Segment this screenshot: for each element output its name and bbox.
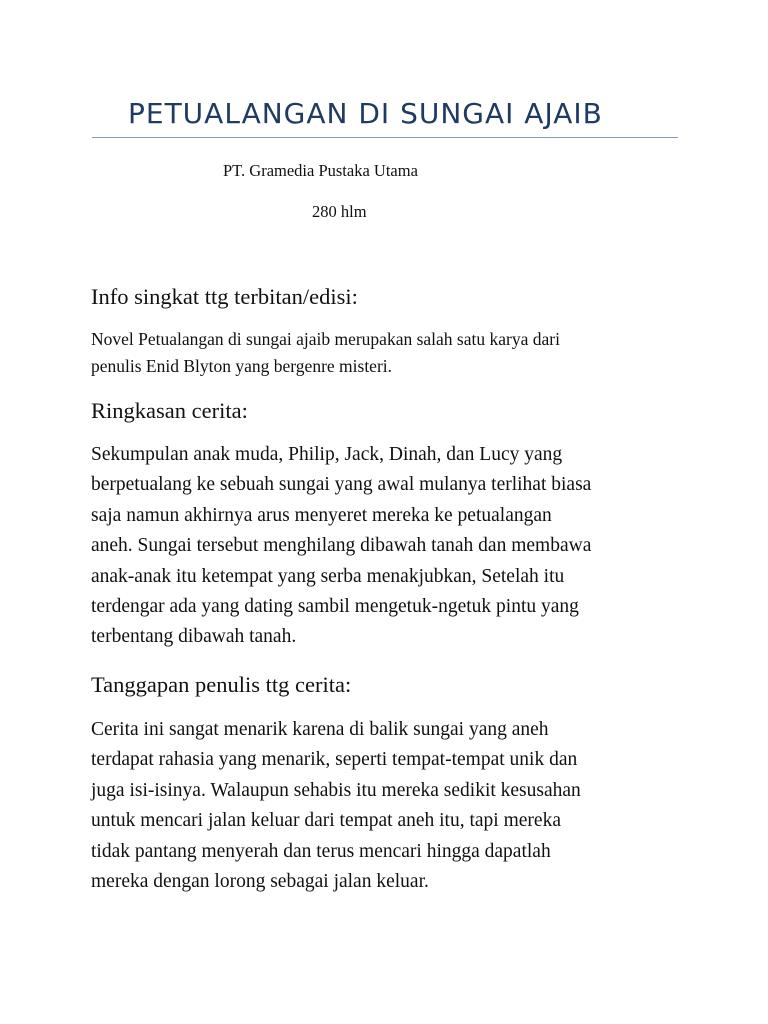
document-title: PETUALANGAN DI SUNGAI AJAIB <box>128 97 603 130</box>
paragraph-line: mereka dengan lorong sebagai jalan keluar. <box>91 871 429 893</box>
section-paragraph-summary <box>91 440 691 653</box>
paragraph-line: terdapat rahasia yang menarik, seperti tempat-tempat unik dan <box>91 749 578 771</box>
paragraph-line: untuk mencari jalan keluar dari tempat aneh itu, tapi mereka <box>91 810 561 832</box>
paragraph-line: Novel Petualangan di sungai ajaib merupakan salah satu karya dari <box>91 329 560 349</box>
paragraph-line: berpetualang ke sebuah sungai yang awal mulanya terlihat biasa <box>91 474 592 496</box>
paragraph-line: Sekumpulan anak muda, Philip, Jack, Dinah, dan Lucy yang <box>91 444 563 465</box>
paragraph-line: Cerita ini sangat menarik karena di balik sungai yang aneh <box>91 719 549 740</box>
section-paragraph-info <box>91 326 691 380</box>
paragraph-line: juga isi-isinya. Walaupun sehabis itu mereka sedikit kesusahan <box>91 779 581 801</box>
paragraph-line: anak-anak itu ketempat yang serba menakjubkan, Setelah itu <box>91 565 565 587</box>
publisher-line: PT. Gramedia Pustaka Utama <box>223 161 418 180</box>
title-underline <box>92 137 678 138</box>
section-heading-review: Tanggapan penulis ttg cerita: <box>91 672 352 697</box>
section-heading-summary: Ringkasan cerita: <box>91 398 248 423</box>
section-paragraph-review <box>91 715 691 897</box>
paragraph-line: terbentang dibawah tanah. <box>91 626 297 648</box>
paragraph-line: saja namun akhirnya arus menyeret mereka ke petualangan <box>91 504 552 526</box>
paragraph-line: penulis Enid Blyton yang bergenre misteri. <box>91 356 393 376</box>
paragraph-line: terdengar ada yang dating sambil mengetuk-ngetuk pintu yang <box>91 596 579 618</box>
page-count: 280 hlm <box>312 202 367 221</box>
paragraph-line: aneh. Sungai tersebut menghilang dibawah tanah dan membawa <box>91 535 592 557</box>
paragraph-line: tidak pantang menyerah dan terus mencari hingga dapatlah <box>91 840 551 862</box>
section-heading-info: Info singkat ttg terbitan/edisi: <box>91 284 358 309</box>
